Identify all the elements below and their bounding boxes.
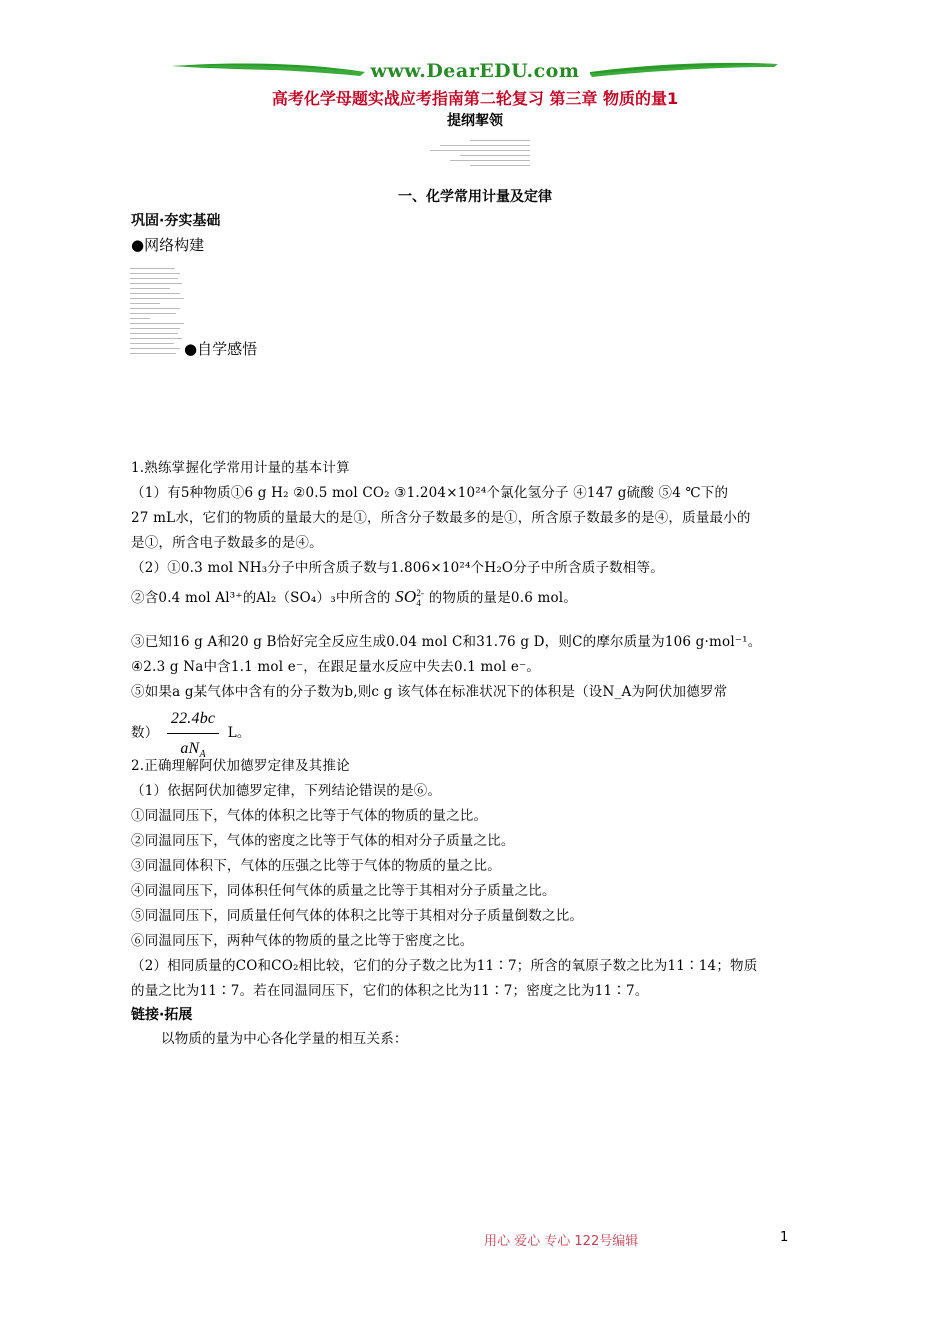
q1-line-6: ③已知16 g A和20 g B恰好完全反应生成0.04 mol C和31.76 g D，则C的摩尔质量为106 g·mol⁻¹。 (131, 634, 762, 650)
q1-line-9a: 数） (131, 725, 159, 741)
q2-item: ①同温同压下，气体的体积之比等于气体的物质的量之比。 (131, 808, 488, 824)
fraction-numerator: 22.4bc (167, 706, 219, 734)
q1-line-8: ⑤如果a g某气体中含有的分子数为b,则c g 该气体在标准状况下的体积是（设N_A为阿伏加德罗常 (131, 684, 728, 700)
footer-text: 用心 爱心 专心 122号编辑 (484, 1234, 639, 1249)
q2-item: ③同温同体积下，气体的压强之比等于气体的物质的量之比。 (131, 858, 501, 874)
q2-heading: 2.正确理解阿伏加德罗定律及其推论 (131, 758, 350, 774)
fraction-denominator: $aN_A$ (180, 740, 206, 761)
network-heading: ●网络构建 (131, 236, 205, 254)
q1-line-5 (131, 584, 821, 611)
q2-item: ⑤同温同压下，同质量任何气体的体积之比等于其相对分子质量倒数之比。 (131, 908, 584, 924)
consolidate-heading: 巩固·夯实基础 (131, 213, 221, 229)
q1-line-2: 27 mL水，它们的物质的量最大的是①，所含分子数最多的是①，所含原子数最多的是④，质量最小的 (131, 510, 751, 526)
network-diagram-image (130, 268, 184, 358)
extension-heading: 链接·拓展 (131, 1007, 193, 1023)
q2-line-1: （1）依据阿伏加德罗定律，下列结论错误的是⑥。 (131, 783, 442, 799)
q1-line-3: 是①，所含电子数最多的是④。 (131, 535, 323, 551)
self-study-heading: ●自学感悟 (184, 340, 258, 358)
q1-line-5b: 的物质的量是0.6 mol。 (428, 590, 578, 606)
page-number: 1 (780, 1230, 789, 1245)
document-title: 高考化学母题实战应考指南第二轮复习 第三章 物质的量1 (271, 89, 679, 108)
q2-line-3: 的量之比为11∶7。若在同温同压下，它们的体积之比为11∶7；密度之比为11∶7。 (131, 983, 649, 999)
q1-line-5a: ②含0.4 mol Al³⁺的Al₂（SO₄）₃中所含的 (131, 590, 391, 606)
q1-line-9 (131, 706, 821, 761)
q1-line-4: （2）①0.3 mol NH₃分子中所含质子数与1.806×10²⁴个H₂O分子中所含质子数相等。 (131, 560, 664, 576)
volume-fraction (167, 706, 219, 761)
q2-item: ④同温同压下，同体积任何气体的质量之比等于其相对分子质量之比。 (131, 883, 556, 899)
q1-line-7: ④2.3 g Na中含1.1 mol e⁻，在跟足量水反应中失去0.1 mol e⁻。 (131, 659, 541, 675)
q1-heading: 1.熟练掌握化学常用计量的基本计算 (131, 460, 350, 476)
logo-text: www.DearEDU.com (370, 60, 580, 82)
outline-diagram-image (420, 140, 530, 170)
extension-text: 以物质的量为中心各化学量的相互关系： (161, 1031, 408, 1047)
logo-banner (170, 58, 780, 88)
q2-item: ⑥同温同压下，两种气体的物质的量之比等于密度之比。 (131, 933, 474, 949)
q1-line-9b: L。 (227, 725, 251, 741)
q2-item: ②同温同压下，气体的密度之比等于气体的相对分子质量之比。 (131, 833, 515, 849)
q2-line-2: （2）相同质量的CO和CO₂相比较，它们的分子数之比为11∶7；所含的氧原子数之比为11∶14；物质 (131, 958, 758, 974)
sulfate-formula: SO 2- 4 (395, 587, 425, 609)
section-title: 一、化学常用计量及定律 (398, 189, 552, 205)
q1-line-1: （1）有5种物质①6 g H₂ ②0.5 mol CO₂ ③1.204×10²⁴个氯化氢分子 ④147 g硫酸 ⑤4 ℃下的 (131, 485, 729, 501)
outline-subtitle: 提纲挈领 (447, 113, 503, 129)
